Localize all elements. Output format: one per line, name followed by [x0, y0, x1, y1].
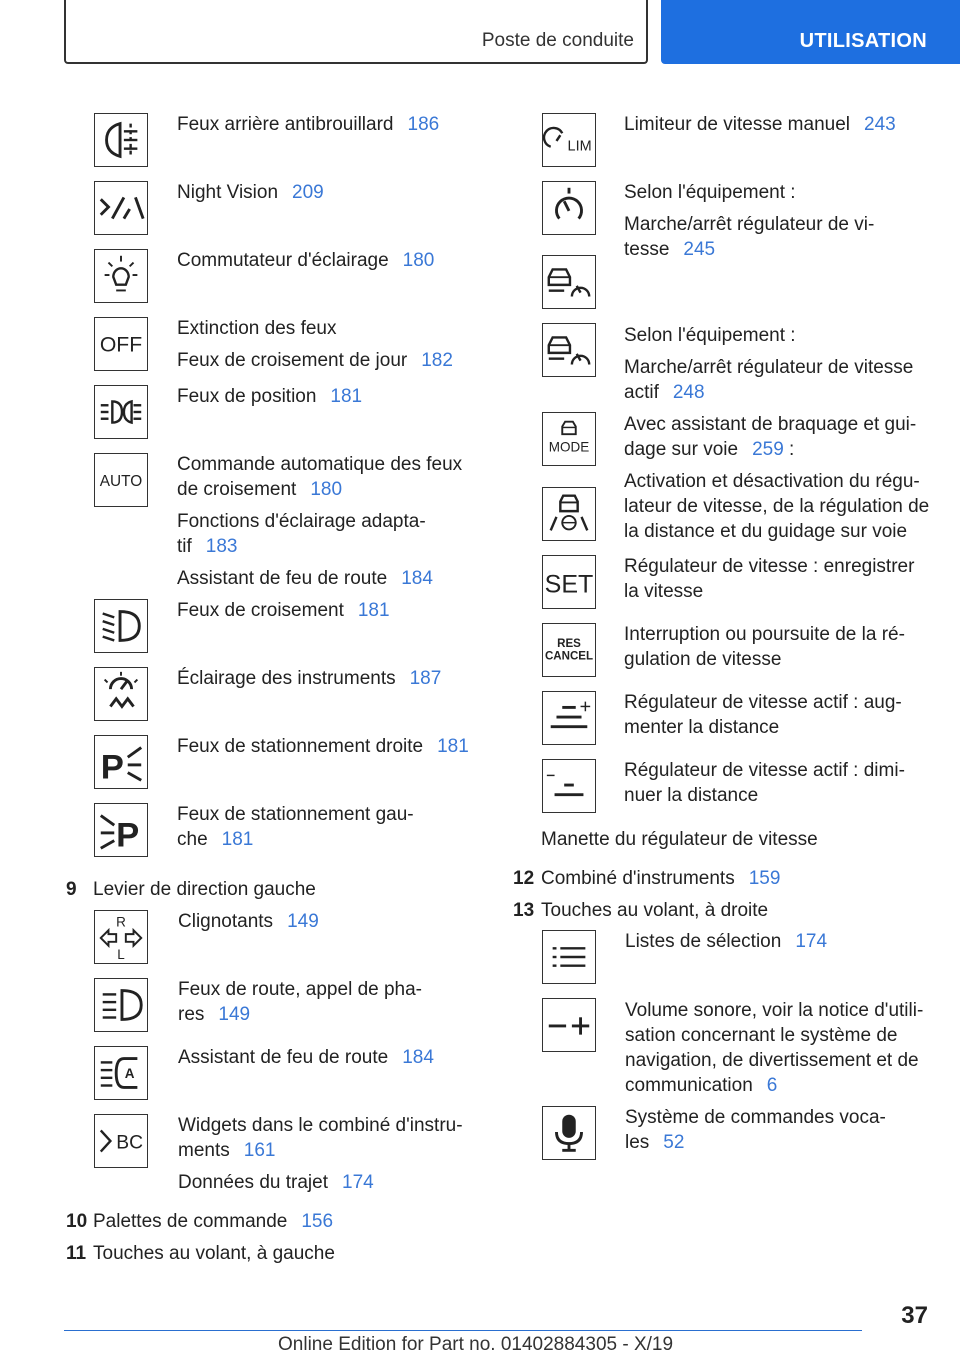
left-sub-text: Feux de route, appel de pha-	[178, 979, 423, 1000]
res-label: RES	[557, 638, 581, 651]
right-item-text: dage sur voie 259 :	[624, 439, 795, 460]
right-item-text: la vitesse	[624, 581, 704, 602]
active-cruise-icon	[542, 323, 596, 377]
page-ref-link[interactable]: 243	[864, 114, 896, 135]
page-ref-link[interactable]: 182	[421, 350, 453, 371]
right-item-text: gulation de vitesse	[624, 649, 782, 670]
position-light-icon	[94, 385, 148, 439]
page-ref-link[interactable]: 156	[301, 1211, 334, 1232]
auto-icon	[94, 453, 148, 507]
page-ref-link[interactable]: 181	[330, 386, 363, 407]
left-item-text: Feux de stationnement gau-	[177, 804, 414, 825]
left-sub-text: Données du trajet 174	[178, 1172, 374, 1193]
turn-signal-icon	[94, 910, 148, 964]
header-section-title: Poste de conduite	[481, 30, 634, 51]
list-item-10: 10 Palettes de commande 156	[66, 1211, 334, 1232]
right-item-text: menter la distance	[624, 717, 780, 738]
low-beam-icon	[94, 599, 148, 653]
right-item-text: la distance et du guidage sur voie	[624, 521, 908, 542]
left-item-text: de croisement 180	[177, 479, 343, 500]
left-sub-text: res 149	[178, 1004, 251, 1025]
page-ref-link[interactable]: 149	[287, 911, 319, 932]
page-ref-link[interactable]: 174	[342, 1172, 374, 1193]
page-ref-link[interactable]: 186	[407, 114, 440, 135]
left-item-text: che 181	[177, 829, 254, 850]
manette-caption: Manette du régulateur de vitesse	[541, 829, 818, 850]
rear-fog-light-icon	[94, 113, 148, 167]
right-item-text: Marche/arrêt régulateur de vitesse	[624, 357, 914, 378]
volume-icon	[542, 998, 596, 1052]
page-ref-link[interactable]: 159	[748, 868, 781, 889]
right-item-text: Marche/arrêt régulateur de vi-	[624, 214, 875, 235]
page-ref-link[interactable]: 209	[292, 182, 324, 203]
page-ref-link[interactable]: 259	[752, 439, 784, 460]
right-item-text: Régulateur de vitesse actif : dimi-	[624, 760, 905, 781]
left-item-text: Assistant de feu de route 184	[177, 568, 433, 589]
left-item-text: Feux de croisement 181	[177, 600, 390, 621]
right-item-text: Régulateur de vitesse actif : aug-	[624, 692, 902, 713]
distance-minus-icon	[542, 759, 596, 813]
left-item-text: Éclairage des instruments 187	[177, 668, 442, 689]
mode-icon	[542, 412, 596, 466]
right-sub-text: communication 6	[625, 1075, 778, 1096]
right-sub-text: Système de commandes voca-	[625, 1107, 886, 1128]
page-ref-link[interactable]: 184	[402, 1047, 434, 1068]
right-item-text: Régulateur de vitesse : enregistrer	[624, 556, 915, 577]
cancel-label: CANCEL	[544, 650, 594, 663]
left-sub-text: Assistant de feu de route 184	[178, 1047, 434, 1068]
left-item-text: Feux arrière antibrouillard 186	[177, 114, 440, 135]
list-icon	[542, 930, 596, 984]
list-item-13: 13 Touches au volant, à droite	[513, 900, 769, 921]
parking-light-right-icon	[94, 735, 148, 789]
svg-text:R: R	[116, 914, 126, 930]
right-item-text: nuer la distance	[624, 785, 759, 806]
list-item-11: 11 Touches au volant, à gauche	[66, 1243, 335, 1264]
list-item-9: 9 Levier de direction gauche	[66, 879, 316, 900]
high-beam-assist-icon	[94, 1046, 148, 1100]
left-item-text: Feux de croisement de jour 182	[177, 350, 453, 371]
page-ref-link[interactable]: 180	[310, 479, 343, 500]
page-ref-link[interactable]: 245	[683, 239, 716, 260]
mode-icon-label: MODE	[548, 439, 590, 455]
right-item-text: Interruption ou poursuite de la ré-	[624, 624, 905, 645]
active-cruise-icon	[542, 255, 596, 309]
left-item-text: Commande automatique des feux	[177, 454, 463, 475]
voice-icon	[542, 1106, 596, 1160]
right-item-text: Limiteur de vitesse manuel 243	[624, 114, 896, 135]
lim-icon-label: LIM	[567, 138, 592, 155]
right-item-text: Activation et désactivation du régu-	[624, 471, 920, 492]
header-tab	[661, 0, 960, 64]
left-item-text: tif 183	[177, 536, 238, 557]
res-cancel-icon	[542, 623, 596, 677]
speed-limiter-icon	[542, 113, 596, 167]
left-item-text: Night Vision 209	[177, 182, 324, 203]
right-item-text: Avec assistant de braquage et gui-	[624, 414, 917, 435]
page-ref-link[interactable]: 174	[795, 931, 828, 952]
list-item-12: 12 Combiné d'instruments 159	[513, 868, 781, 889]
footer-text: Online Edition for Part no. 01402884305 - X/19	[278, 1334, 674, 1355]
left-sub-text: ments 161	[178, 1140, 276, 1161]
page-ref-link[interactable]: 180	[402, 250, 435, 271]
night-vision-icon	[94, 181, 148, 235]
left-sub-text: Widgets dans le combiné d'instru-	[178, 1115, 463, 1136]
right-sub-text: Listes de sélection 174	[625, 931, 828, 952]
header-tab-label: UTILISATION	[799, 30, 927, 52]
light-switch-icon	[94, 249, 148, 303]
right-item-text: Selon l'équipement :	[624, 182, 796, 203]
distance-plus-icon	[542, 691, 596, 745]
set-icon	[542, 555, 596, 609]
page-number: 37	[901, 1302, 928, 1329]
svg-text:P: P	[100, 748, 124, 787]
page-ref-link[interactable]: 161	[243, 1140, 276, 1161]
left-item-text: Feux de stationnement droite 181	[177, 736, 469, 757]
page-ref-link[interactable]: 183	[205, 536, 238, 557]
left-item-text: Commutateur d'éclairage 180	[177, 250, 435, 271]
page-ref-link[interactable]: 181	[357, 600, 390, 621]
high-beam-icon	[94, 978, 148, 1032]
right-item-text: tesse 245	[624, 239, 716, 260]
right-sub-text: sation concernant le système de	[625, 1025, 898, 1046]
cruise-control-icon	[542, 181, 596, 235]
bc-icon	[94, 1114, 148, 1168]
right-item-text: Selon l'équipement :	[624, 325, 796, 346]
left-item-text: Fonctions d'éclairage adapta-	[177, 511, 426, 532]
right-sub-text: les 52	[625, 1132, 685, 1153]
left-item-text: Feux de position 181	[177, 386, 363, 407]
page-ref-link[interactable]: 52	[663, 1132, 685, 1153]
right-item-text: lateur de vitesse, de la régulation de	[624, 496, 930, 517]
page-ref-link[interactable]: 187	[409, 668, 442, 689]
right-sub-text: Volume sonore, voir la notice d'utili-	[625, 1000, 924, 1021]
lane-assist-icon	[542, 487, 596, 541]
page-ref-link[interactable]: 184	[401, 568, 433, 589]
page-ref-link[interactable]: 149	[218, 1004, 251, 1025]
page-ref-link[interactable]: 181	[221, 829, 254, 850]
svg-text:P: P	[116, 816, 140, 855]
instrument-lighting-icon	[94, 667, 148, 721]
right-sub-text: navigation, de divertissement et de	[625, 1050, 919, 1071]
svg-text:A: A	[124, 1065, 135, 1081]
auto-icon-label: AUTO	[99, 472, 143, 490]
off-icon	[94, 317, 148, 371]
page-ref-link[interactable]: 248	[672, 382, 705, 403]
off-icon-label: OFF	[99, 333, 143, 357]
left-sub-text: Clignotants 149	[178, 911, 319, 932]
parking-light-left-icon	[94, 803, 148, 857]
left-item-text: Extinction des feux	[177, 318, 337, 339]
page-ref-link[interactable]: 181	[437, 736, 469, 757]
header-section-box	[64, 0, 648, 64]
right-item-text: actif 248	[624, 382, 705, 403]
svg-text:L: L	[117, 947, 125, 963]
bc-icon-label: BC	[116, 1132, 144, 1154]
page-ref-link[interactable]: 6	[766, 1075, 778, 1096]
footer-divider	[64, 1330, 862, 1331]
set-icon-label: SET	[544, 570, 594, 599]
